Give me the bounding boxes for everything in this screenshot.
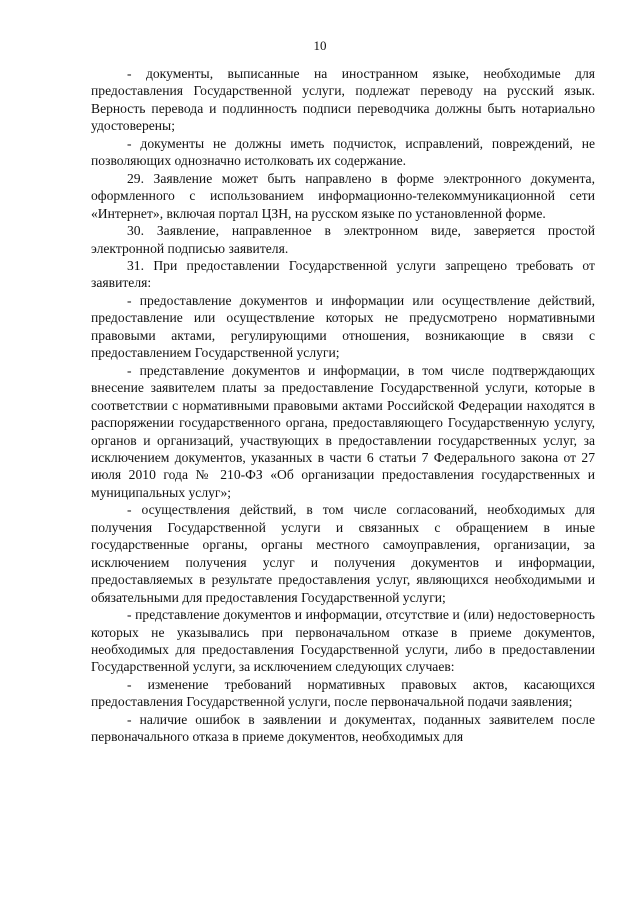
paragraph-30-electronic-signature: 30. Заявление, направленное в электронном виде, заверяется простой электронной подписью заявителя. <box>91 223 595 256</box>
list-item-changed-requirements: - изменение требований нормативных правовых актов, касающихся предоставления Государственной услуги, после первоначальной подачи заявления; <box>91 676 595 710</box>
paragraph-31-prohibited-requirements: 31. При предоставлении Государственной услуги запрещено требовать от заявителя: <box>91 257 595 291</box>
list-item-errors-in-application: - наличие ошибок в заявлении и документах, поданных заявителем после первоначального отказа в приеме документов, необходимых для <box>91 711 595 745</box>
list-item-actions-approvals: - осуществления действий, в том числе согласований, необходимых для получения Государственной услуги и связанных с обращением в иные государственные органы, органы местного самоуправления, организации, за исключением получения услуг и получения документов и информации, предоставляемых в результате предоставления услуг, являющихся необходимыми и обязательными для предоставления Государственной услуги; <box>91 502 595 605</box>
list-item-documents-in-possession: - представление документов и информации, в том числе подтверждающих внесение заявителем платы за предоставление Государственной услуги, которые в соответствии с нормативными правовыми актами Российской Федерации находятся в распоряжении государственного органа, предоставляющего Государственную услугу, органов и организаций, участвующих в предоставлении государственных услуг, за исключением документов, указанных в части 6 статьи 7 Федерального закона от 27 июля 2010 года № 210-ФЗ «Об организации предоставления государственных и муниципальных услуг»; <box>91 362 595 500</box>
document-body <box>91 65 595 746</box>
paragraph-29-electronic-form: 29. Заявление может быть направлено в форме электронного документа, оформленного с использованием информационно-телекоммуникационной сети «Интернет», включая портал ЦЗН, на русском языке по установленной форме. <box>91 170 595 221</box>
list-item-missing-information: - представление документов и информации, отсутствие и (или) недостоверность которых не указывались при первоначальном отказе в приеме документов, необходимых для предоставления Государственной услуги, либо в предоставлении Государственной услуги, за исключением следующих случаев: <box>91 607 595 675</box>
page-number: 10 <box>313 38 327 53</box>
paragraph-no-erasures: - документы не должны иметь подчисток, исправлений, повреждений, не позволяющих однозначно истолковать их содержание. <box>91 135 595 169</box>
list-item-documents-not-required: - предоставление документов и информации или осуществление действий, предоставление или осуществление которых не предусмотрено нормативными правовыми актами, регулирующими отношения, возникающие в связи с предоставлением Государственной услуги; <box>91 292 595 361</box>
paragraph-foreign-language-documents: - документы, выписанные на иностранном языке, необходимые для предоставления Государственной услуги, подлежат переводу на русский язык. Верность перевода и подлинность подписи переводчика должны быть нотариально удостоверены; <box>91 66 595 134</box>
